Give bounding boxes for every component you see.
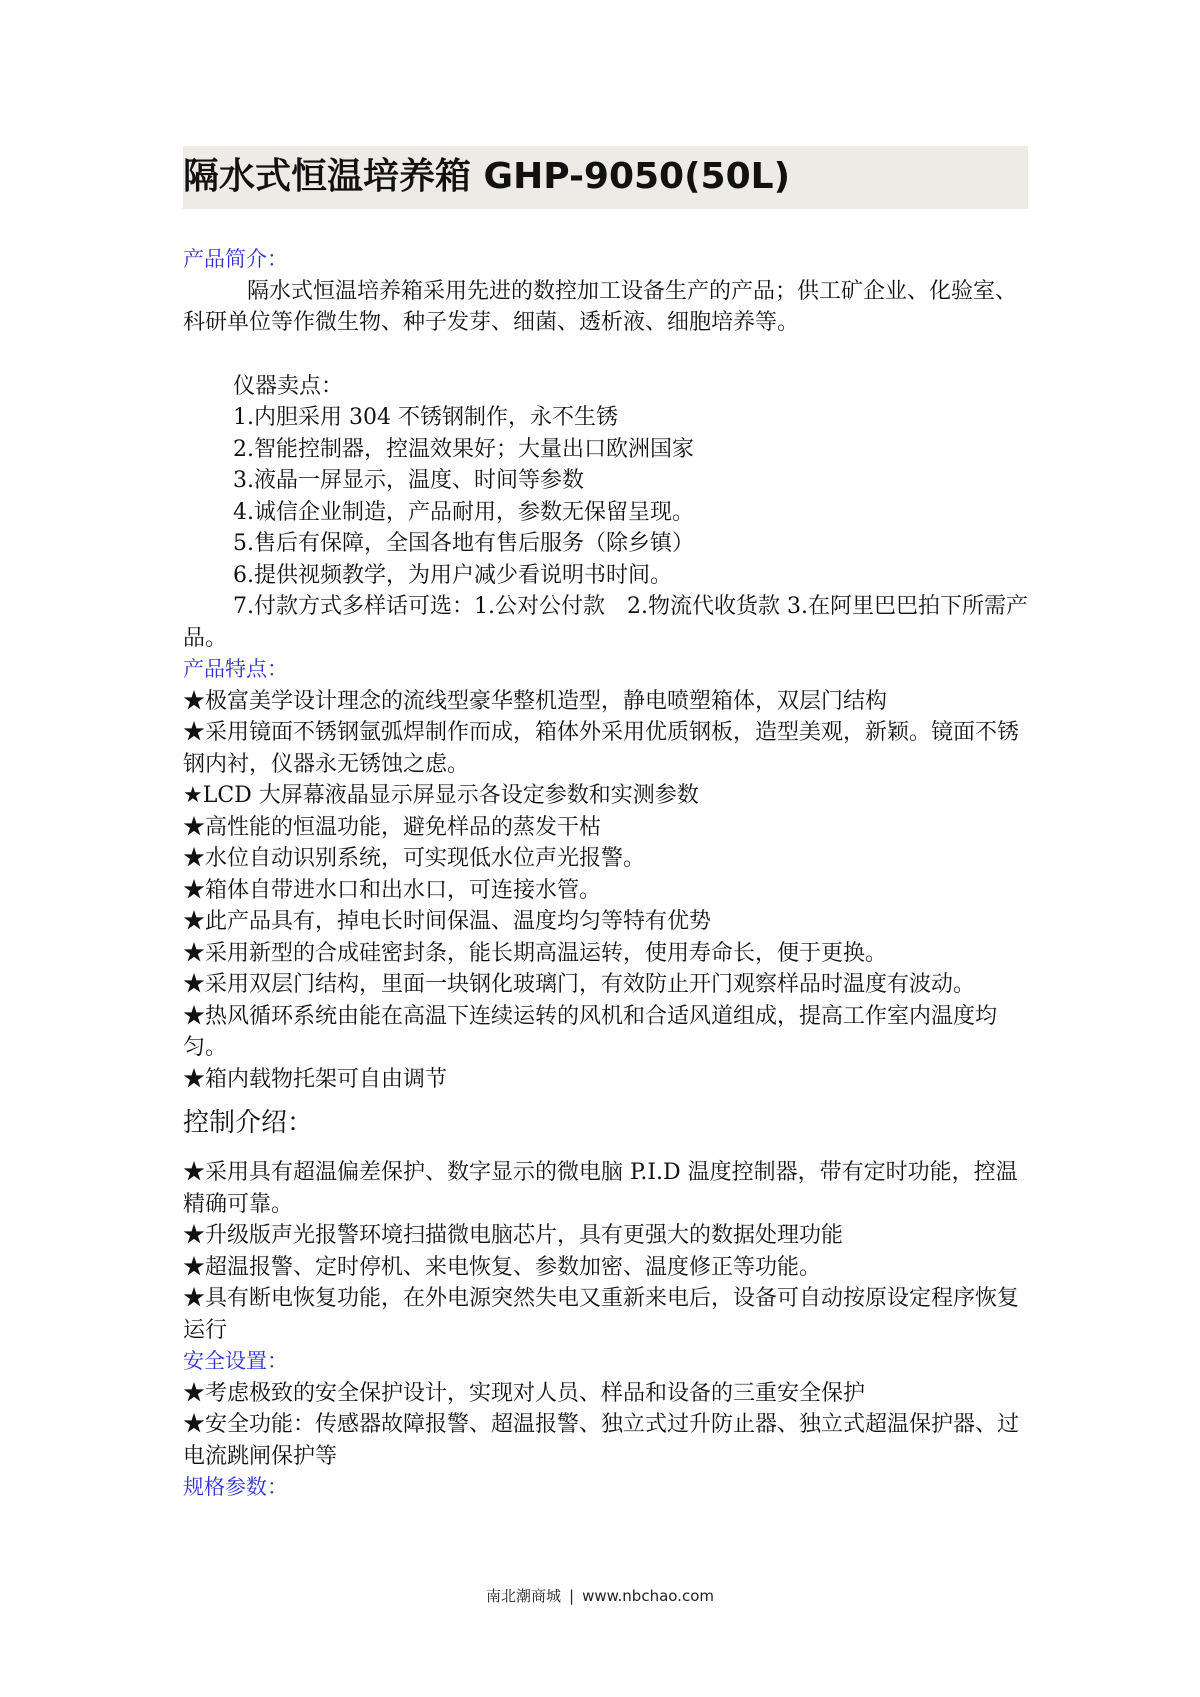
selling-points-list (183, 402, 1028, 654)
spacer (183, 339, 1028, 371)
safety-list (183, 1378, 1028, 1473)
feature-item: ★高性能的恒温功能，避免样品的蒸发干枯 (183, 814, 602, 840)
selling-point: 3.液晶一屏显示，温度、时间等参数 (233, 468, 584, 493)
intro-heading: 产品简介： (183, 247, 288, 271)
safety-item: ★考虑极致的安全保护设计，实现对人员、样品和设备的三重安全保护 (183, 1380, 866, 1406)
page-title: 隔水式恒温培养箱 GHP-9050(50L) (183, 156, 791, 197)
feature-item: ★LCD 大屏幕液晶显示屏显示各设定参数和实测参数 (183, 783, 699, 808)
document-body (183, 244, 1028, 1504)
feature-item: ★采用双层门结构，里面一块钢化玻璃门，有效防止开门观察样品时温度有波动。 (183, 972, 976, 997)
spec-heading: 规格参数： (183, 1475, 288, 1499)
control-item: ★升级版声光报警环境扫描微电脑芯片，具有更强大的数据处理功能 (183, 1223, 844, 1248)
features-heading: 产品特点： (183, 657, 288, 681)
safety-item: ★安全功能：传感器故障报警、超温报警、独立式过升防止器、独立式超温保护器、过电流跳闸保护等 (183, 1412, 1020, 1469)
intro-text: 隔水式恒温培养箱采用先进的数控加工设备生产的产品；供工矿企业、化验室、科研单位等作微生物、种子发芽、细菌、透析液、细胞培养等。 (183, 278, 1018, 335)
feature-item: ★极富美学设计理念的流线型豪华整机造型，静电喷塑箱体，双层门结构 (183, 688, 888, 714)
footer-separator: | (569, 1587, 575, 1605)
features-list (183, 686, 1028, 1096)
selling-point: 5.售后有保障，全国各地有售后服务（除乡镇） (233, 531, 694, 556)
safety-heading: 安全设置： (183, 1349, 288, 1373)
control-item: ★超温报警、定时停机、来电恢复、参数加密、温度修正等功能。 (183, 1254, 822, 1280)
selling-heading: 仪器卖点： (233, 373, 344, 399)
feature-item: ★采用新型的合成硅密封条，能长期高温运转，使用寿命长，便于更换。 (183, 940, 888, 966)
feature-item: ★采用镜面不锈钢氩弧焊制作而成，箱体外采用优质钢板，造型美观，新颖。镜面不锈钢内衬，仪器永无锈蚀之虑。 (183, 720, 1020, 777)
selling-point: 1.内胆采用 304 不锈钢制作，永不生锈 (233, 405, 618, 430)
selling-point: 2.智能控制器，控温效果好；大量出口欧洲国家 (233, 436, 694, 462)
selling-point: 6.提供视频教学，为用户减少看说明书时间。 (233, 562, 672, 588)
page-footer (0, 1585, 1200, 1606)
control-list (183, 1157, 1028, 1346)
control-item: ★具有断电恢复功能，在外电源突然失电又重新来电后，设备可自动按原设定程序恢复运行 (183, 1286, 1020, 1343)
feature-item: ★箱内载物托架可自由调节 (183, 1066, 448, 1092)
title-bar (183, 146, 1028, 209)
control-heading: 控制介绍： (183, 1108, 314, 1138)
control-item: ★采用具有超温偏差保护、数字显示的微电脑 P.I.D 温度控制器，带有定时功能，控温精确可靠。 (183, 1160, 1018, 1217)
selling-point: 7.付款方式多样话可选：1.公对公付款 2.物流代收货款 3.在阿里巴巴拍下所需产品。 (183, 594, 1028, 651)
feature-item: ★水位自动识别系统，可实现低水位声光报警。 (183, 846, 646, 871)
footer-url[interactable]: www.nbchao.com (582, 1587, 714, 1605)
selling-point: 4.诚信企业制造，产品耐用，参数无保留呈现。 (233, 499, 694, 525)
feature-item: ★箱体自带进水口和出水口，可连接水管。 (183, 877, 602, 903)
footer-site-name: 南北潮商城 (486, 1587, 562, 1605)
feature-item: ★热风循环系统由能在高温下连续运转的风机和合适风道组成，提高工作室内温度均匀。 (183, 1003, 998, 1060)
feature-item: ★此产品具有，掉电长时间保温、温度均匀等特有优势 (183, 909, 712, 934)
